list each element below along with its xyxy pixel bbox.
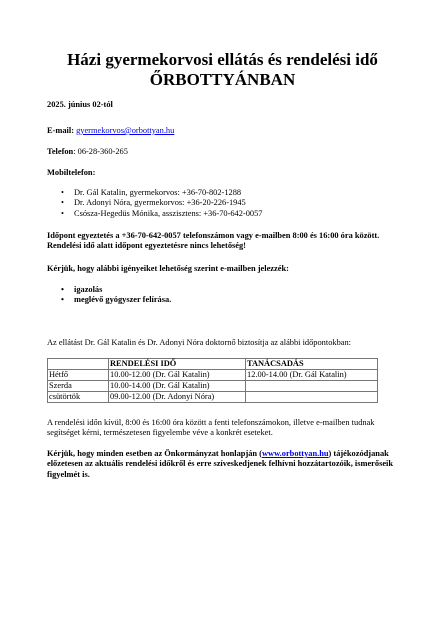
footer-note — [47, 449, 397, 480]
outside-hours-note: A rendelési időn kívül, 8:00 és 16:00 óra között a fenti telefonszámokon, illetve e-mailben tudnak segítséget kérni, természetesen figyelembe véve a konkrét eseteket. — [47, 418, 375, 438]
request-intro: Kérjük, hogy alábbi igényeiket lehetőség szerint e-mailben jelezzék: — [47, 264, 289, 273]
list-item: • igazolás — [47, 285, 392, 295]
table-cell — [246, 381, 378, 392]
page-title — [0, 50, 445, 90]
mobile-list — [47, 188, 392, 219]
title-line-1: Házi gyermekorvosi ellátás és rendelési idő — [67, 50, 378, 69]
table-cell: 12.00-14.00 (Dr. Gál Katalin) — [246, 370, 378, 381]
header-cell: TANÁCSADÁS — [246, 359, 378, 370]
schedule-intro: Az ellátást Dr. Gál Katalin és Dr. Adonyi Nóra doktornő biztosítja az alábbi időpontokban: — [47, 338, 351, 347]
table-cell: 10.00-14.00 (Dr. Gál Katalin) — [109, 381, 246, 392]
header-cell — [48, 359, 109, 370]
mobile-list-wrap — [47, 188, 392, 219]
list-item: • meglévő gyógyszer felírása. — [47, 295, 392, 305]
appointment-note: Időpont egyeztetés a +36-70-642-0057 telefonszámon vagy e-mailben 8:00 és 16:00 óra között. Rendelési idő alatt időpont egyeztetésre nincs lehetőség! — [47, 231, 380, 251]
table-cell: 10.00-12.00 (Dr. Gál Katalin) — [109, 370, 246, 381]
email-link[interactable]: gyermekorvos@orbottyan.hu — [76, 126, 175, 135]
table-row — [48, 381, 378, 392]
footer-text-after: ) tájékozódjanak előzetesen az aktuális rendelési időkről és erre szíveskedjenek felhívni hozzátartozóik, ismerőseik figyelmét is. — [47, 449, 394, 479]
table-header-row — [48, 359, 378, 370]
table-cell — [246, 392, 378, 403]
mobile-label: Mobiltelefon: — [47, 168, 96, 177]
list-item: • Dr. Gál Katalin, gyermekorvos: +36-70-802-1288 — [47, 188, 392, 198]
table-row — [48, 392, 378, 403]
title-line-2: ŐRBOTTYÁNBAN — [149, 70, 296, 89]
header-cell: RENDELÉSI IDŐ — [109, 359, 246, 370]
request-list-wrap — [47, 285, 392, 306]
list-item: • Csósza-Hegedüs Mónika, asszisztens: +36-70-642-0057 — [47, 209, 392, 219]
phone-value: 06-28-360-265 — [77, 147, 128, 156]
email-label: E-mail — [47, 126, 72, 135]
schedule-table — [47, 358, 378, 403]
footer-text-before: Kérjük, hogy minden esetben az Önkormányzat honlapján ( — [47, 449, 262, 458]
table-row — [48, 370, 378, 381]
table-cell: Szerda — [48, 381, 109, 392]
phone-line: Telefon: 06-28-360-265 — [47, 147, 128, 156]
phone-label: Telefon — [47, 147, 74, 156]
table-cell: Hétfő — [48, 370, 109, 381]
email-line: E-mail: gyermekorvos@orbottyan.hu — [47, 126, 175, 135]
request-list — [47, 285, 392, 306]
website-link[interactable]: www.orbottyan.hu — [261, 449, 329, 458]
list-item: • Dr. Adonyi Nóra, gyermekorvos: +36-20-226-1945 — [47, 198, 392, 208]
table-cell: csütörtök — [48, 392, 109, 403]
effective-date: 2025. június 02-tól — [47, 100, 113, 109]
table-cell: 09.00-12.00 (Dr. Adonyi Nóra) — [109, 392, 246, 403]
